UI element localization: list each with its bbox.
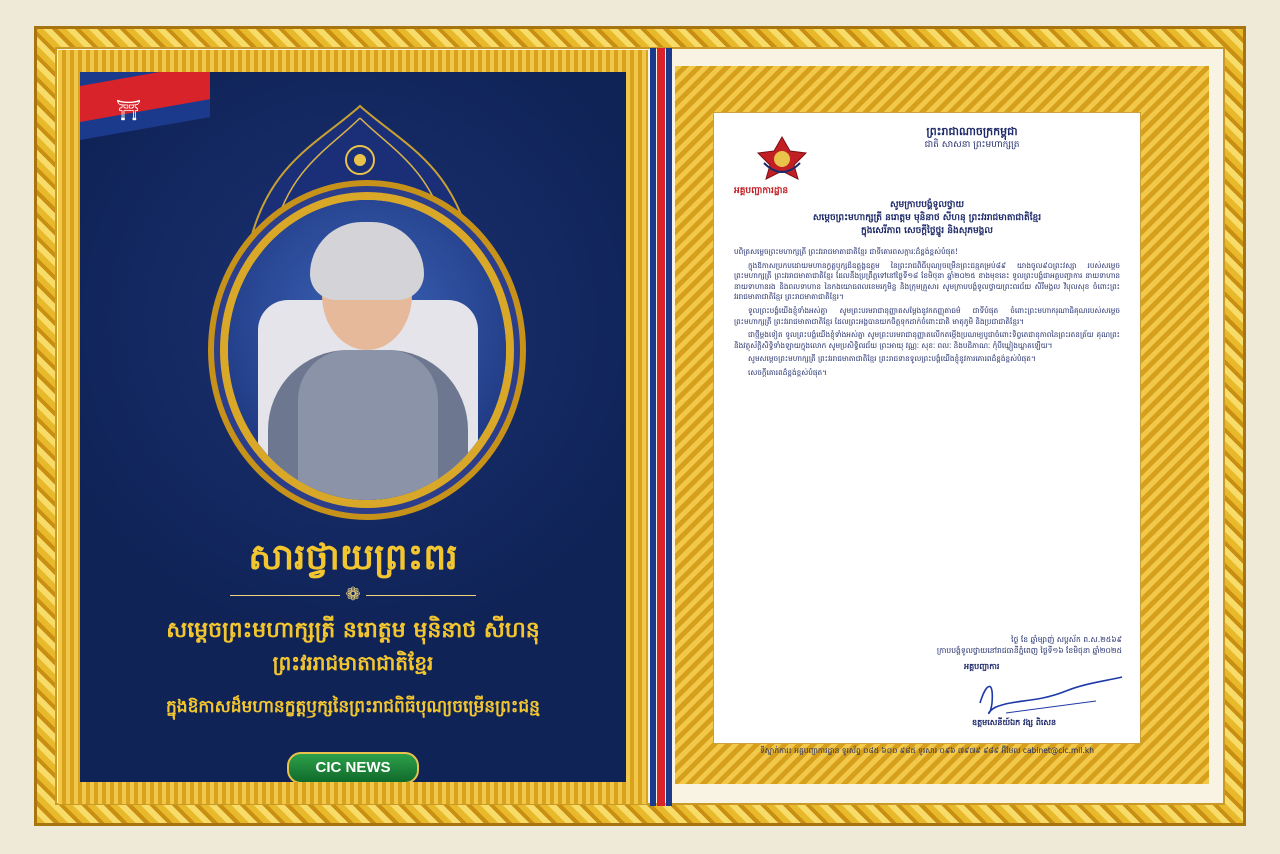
angkor-temple-icon: ⛩ — [116, 98, 142, 122]
ornamental-divider — [230, 584, 476, 608]
letter-date: ថ្ងៃ ខែ ឆ្នាំម្សាញ់ សប្តស័ក ព.ស.២៥៦៩ ក្រាបបង្គំទូលថ្វាយនៅរាជធានីភ្នំពេញ ថ្ងៃទី១៦ ខែមិថុនា ឆ្នាំ២០២៥ — [936, 635, 1122, 655]
signatory-name: ឧត្តមសេនីយ៍ឯក វង្ស ពិសេន — [972, 717, 1057, 727]
letter-paragraph: ទូលព្រះបង្គំយើងខ្ញុំទាំងអស់គ្នា សូមព្រះបរមរាជានុញ្ញាតសម្តែងនូវកតញ្ញុតាធម៌ ជាទីបំផុត ចំពោះព្រះមហាករុណាធិគុណរបស់សម្តេចព្រះមហាក្សត្រី ព្រះវររាជមាតាជាតិខ្មែរ ដែលព្រះអង្គបានយកចិត្តទុកដាក់ចំពោះជាតិ មាតុភូមិ និងប្រជាជាតិខ្មែរ។ — [734, 305, 1120, 326]
cambodia-flag-icon — [80, 72, 190, 142]
cic-news-logo: CIC NEWS — [287, 752, 419, 782]
honoree-title: ព្រះវររាជមាតាជាតិខ្មែរ — [272, 651, 434, 675]
letter-footer: ទីស្នាក់ការ៖ អគ្គបញ្ជាការដ្ឋាន ទូរស័ព្ទ ០៨៥ ៦០០ ៩៨៥ ទូរសារ ០៩៦ ៧៩៧៩ ៩៨៩ អ៊ីមែល cabinet@cic.mil.kh — [760, 746, 1094, 755]
letter-paragraph: ជាថ្មីម្តងទៀត ទូលព្រះបង្គំយើងខ្ញុំទាំងអស់គ្នា សូមព្រះបរមរាជានុញ្ញាតលើកតម្កើងប្រណម្យបូជាចំពោះទិព្វតេជានុភាពនៃព្រះរតនត្រ័យ គុណព្រះ និងវត្ថុស័ក្តិសិទ្ធិទាំងឡាយក្នុងលោក សូមប្រសិទ្ធិពរជ័យ ព្រះអាយុ វណ្ណៈ សុខៈ ពលៈ និងបដិភាណៈ កុំបីឃ្លៀងឃ្លាតឡើយ។ — [734, 330, 1120, 350]
letter-salutation: បពិត្រសម្តេចព្រះមហាក្សត្រី ព្រះវររាជមាតាជាតិខ្មែរ ជាទីគោរពសក្ការៈដ៏ខ្ពង់ខ្ពស់បំផុត! — [734, 247, 958, 256]
flag-color-stripe — [650, 48, 672, 806]
flower-icon: ❁ — [345, 584, 361, 605]
national-motto: ជាតិ សាសនា ព្រះមហាក្សត្រ — [924, 140, 1020, 150]
signatory-title: អគ្គបញ្ជាការ — [964, 661, 1000, 671]
honoree-name: សម្តេចព្រះមហាក្សត្រី នរោត្តម មុនិនាថ សីហនុ — [166, 617, 540, 643]
letter-heading: សូមក្រាបបង្គំទូលថ្វាយ សម្តេចព្រះមហាក្សត្រី នរោត្តម មុនិនាថ សីហនុ ព្រះវររាជមាតាជាតិខ្មែរ ក្នុងសេរីភាព សេចក្តីថ្លៃថ្នូរ និងសុភមង្គល — [812, 200, 1042, 236]
letter-paragraph: ក្នុងឱកាសប្រកបដោយមហានក្ខត្តឫក្សដ៏ឧត្តុង្គឧត្តម នៃព្រះរាជពិធីបុណ្យចម្រើនព្រះជន្មគម្រប់៨៩ យាងចូល៩០ព្រះវស្សា របស់សម្តេចព្រះមហាក្សត្រី ព្រះវររាជមាតាជាតិខ្មែរ ដែលនឹងប្រព្រឹត្តទៅនៅថ្ងៃទី១៨ ខែមិថុនា ឆ្នាំ២០២៥ ខាងមុខនេះ ទូលព្រះបង្គំជាអគ្គបញ្ជាការ នាយទាហាន នាយទាហានរង និងពលទាហាន នៃកងយោធពលខេមរភូមិន្ទ និងក្រុមគ្រួសារ សូមក្រាបបង្គំទូលថ្វាយព្រះពរជ័យ សិរីមង្គល វិបុលសុខ ចំពោះព្រះវររាជមាតាជាតិខ្មែរ ព្រះរាជមាតាជាតិខ្មែរ។ — [734, 260, 1120, 302]
letter-frame — [675, 66, 1209, 784]
portrait-panel — [58, 50, 648, 804]
occasion-text: ក្នុងឱកាសដ៏មហានក្ខត្តឫក្សនៃព្រះរាជពិធីបុណ្យចម្រើនព្រះជន្ម — [166, 697, 540, 717]
congratulatory-letter — [713, 112, 1141, 744]
letter-paragraph: សេចក្តីគោរពដ៏ខ្ពង់ខ្ពស់បំផុត។ — [748, 367, 827, 377]
letter-paragraph: សូមសម្តេចព្រះមហាក្សត្រី ព្រះវររាជមាតាជាតិខ្មែរ ព្រះរាជទានទូលព្រះបង្គំយើងខ្ញុំនូវការគោរពដ៏ខ្ពង់ខ្ពស់បំផុត។ — [748, 354, 1036, 364]
emblem-label: អគ្គបញ្ជាការដ្ឋាន — [734, 186, 789, 196]
royal-portrait — [220, 192, 514, 508]
page-title: សារថ្វាយព្រះពរ — [248, 536, 458, 578]
letter-body — [734, 247, 1120, 382]
portrait-panel-background — [80, 72, 626, 782]
kingdom-header: ព្រះរាជាណាចក្រកម្ពុជា — [926, 125, 1018, 138]
